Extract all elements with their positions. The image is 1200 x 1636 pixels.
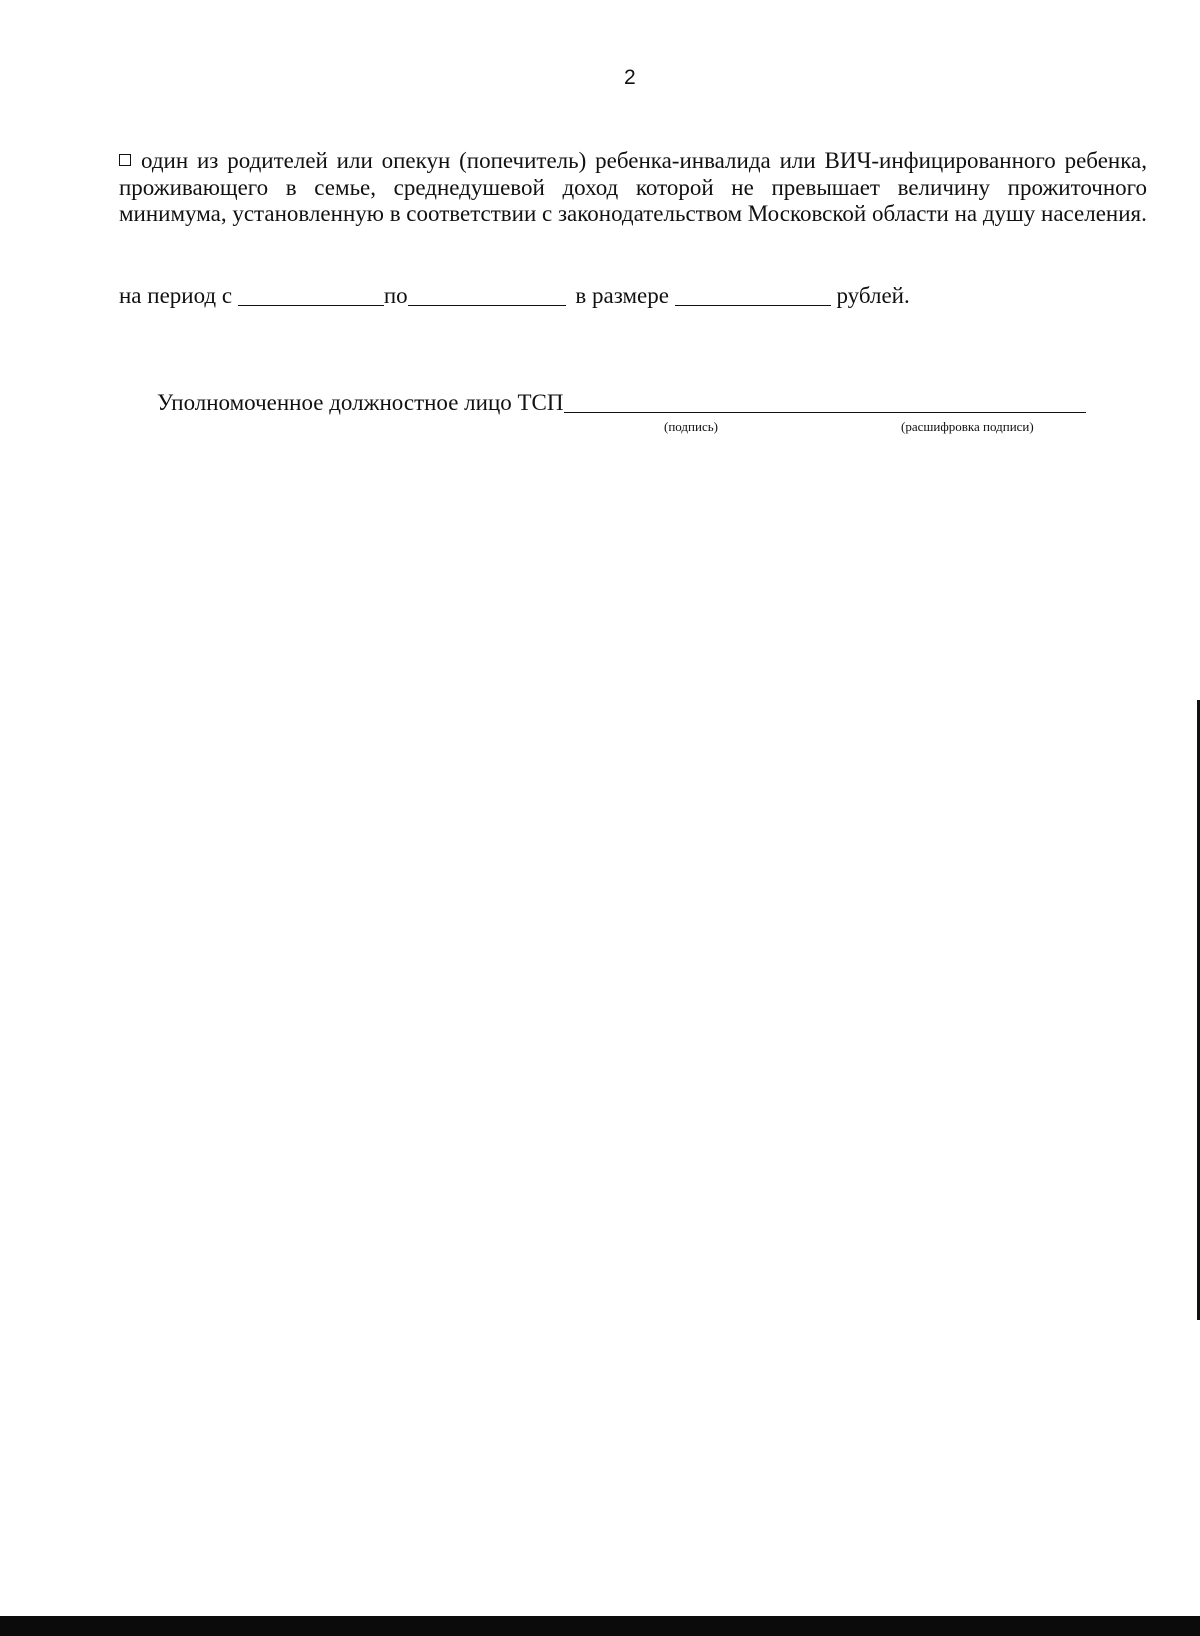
period-to-field[interactable]: [408, 285, 566, 306]
amount-label: в размере: [575, 283, 669, 308]
period-line: [119, 283, 910, 309]
page-number: 2: [624, 66, 636, 89]
signature-field[interactable]: [564, 392, 1086, 413]
eligibility-text: один из родителей или опекун (попечитель) ребенка-инвалида или ВИЧ-инфицированного ребенка, проживающего в семье, среднедушевой доход которой не превышает величину прожиточного минимума, установленную в соответствии с законодательством Московской области на душу населения.: [119, 148, 1147, 226]
currency-label: рублей.: [836, 283, 910, 308]
signature-caption: (подпись): [664, 419, 718, 434]
period-from-field[interactable]: [238, 285, 384, 306]
eligibility-paragraph: [119, 148, 1147, 228]
signature-line: [157, 390, 1086, 416]
checkbox-icon[interactable]: [119, 154, 131, 166]
transcript-caption: (расшифровка подписи): [901, 419, 1034, 434]
period-to-label: по: [383, 283, 408, 308]
period-from-label: на период с: [119, 283, 233, 308]
scan-edge-bottom: [0, 1616, 1200, 1636]
official-label: Уполномоченное должностное лицо ТСП: [157, 390, 564, 415]
amount-field[interactable]: [675, 285, 831, 306]
